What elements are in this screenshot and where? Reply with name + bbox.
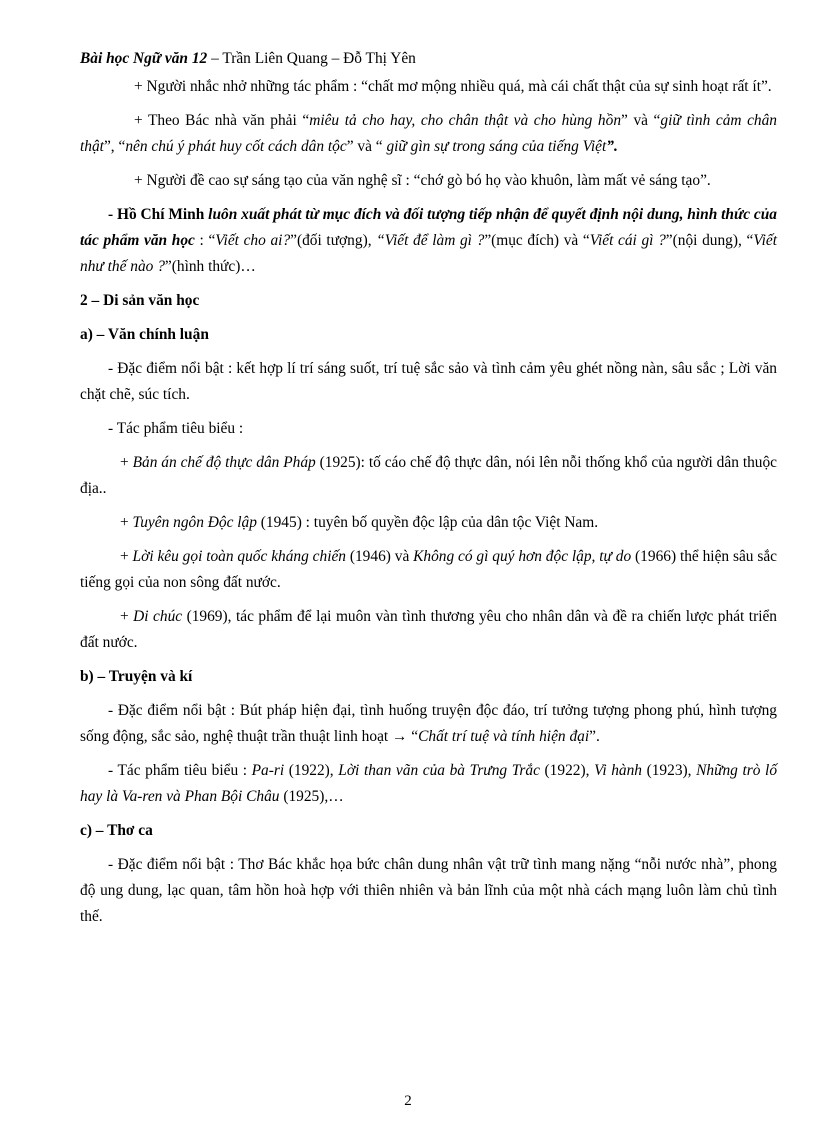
paragraph-purpose: - Hồ Chí Minh luôn xuất phát từ mục đích và đối tượng tiếp nhận để quyết định nội dung, hình thức của tác phẩm văn học : “Viết cho ai?”(đối tượng), “Viết để làm gì ?”(mục đích) và “Viết cái gì ?”(nội dung), “Viết như thế nào ?”(hình thức)… <box>80 206 777 275</box>
book-title: Bài học Ngữ văn 12 <box>80 50 208 67</box>
header-authors: – Trần Liên Quang – Đỗ Thị Yên <box>207 50 416 67</box>
paragraph-poetry-features: - Đặc điểm nổi bật : Thơ Bác khắc họa bức chân dung nhân vật trữ tình mang nặng “nỗi nước nhà”, phong độ ung dung, lạc quan, tâm hồn hoà hợp với thiên nhiên và bản lĩnh của một nhà cách mạng luôn làm chủ tình thế. <box>80 856 777 925</box>
paragraph-story-works: - Tác phẩm tiêu biểu : Pa-ri (1922), Lời than vãn của bà Trưng Trắc (1922), Vi hành (1923), Những trò lố hay là Va-ren và Phan Bội Châu (1925),… <box>80 762 778 805</box>
arrow-right-icon: → <box>392 728 408 745</box>
paragraph-writer-duty: + Theo Bác nhà văn phải “miêu tả cho hay, cho chân thật và cho hùng hồn” và “giữ tình cảm chân thật”, “nên chú ý phát huy cốt cách dân tộc” và “ giữ gìn sự trong sáng của tiếng Việt”. <box>80 112 777 155</box>
subsection-heading-political-prose: a) – Văn chính luận <box>80 326 209 343</box>
paragraph-creativity: + Người đề cao sự sáng tạo của văn nghệ sĩ : “chớ gò bó họ vào khuôn, làm mất vẻ sáng tạo”. <box>134 172 711 189</box>
section-heading-literary-legacy: 2 – Di sản văn học <box>80 292 200 309</box>
paragraph-reminder: + Người nhắc nhở những tác phẩm : “chất mơ mộng nhiều quá, mà cái chất thật của sự sinh hoạt rất ít”. <box>134 78 772 95</box>
paragraph-story-features: - Đặc điểm nổi bật : Bút pháp hiện đại, tình huống truyện độc đáo, trí tưởng tượng phong phú, hình tượng sống động, sắc sảo, nghệ thuật trần thuật linh hoạt → “Chất trí tuệ và tính hiện đại”. <box>80 702 777 745</box>
subsection-heading-poetry: c) – Thơ ca <box>80 822 153 839</box>
paragraph-prose-works-intro: - Tác phẩm tiêu biểu : <box>108 420 244 437</box>
page-number: 2 <box>404 1093 412 1109</box>
running-header <box>80 46 777 72</box>
list-item-di-chuc: + Di chúc (1969), tác phẩm để lại muôn vàn tình thương yêu cho nhân dân và đề ra chiến lược phát triển đất nước. <box>80 608 777 651</box>
list-item-loi-keu-goi: + Lời kêu gọi toàn quốc kháng chiến (1946) và Không có gì quý hơn độc lập, tự do (1966) thể hiện sâu sắc tiếng gọi của non sông đất nước. <box>80 548 777 591</box>
document-page <box>80 46 777 938</box>
subsection-heading-stories: b) – Truyện và kí <box>80 668 193 685</box>
list-item-ban-an: + Bản án chế độ thực dân Pháp (1925): tố cáo chế độ thực dân, nói lên nỗi thống khổ của người dân thuộc địa.. <box>80 454 778 497</box>
list-item-tuyen-ngon: + Tuyên ngôn Độc lập (1945) : tuyên bố quyền độc lập của dân tộc Việt Nam. <box>120 514 599 531</box>
paragraph-prose-features: - Đặc điểm nổi bật : kết hợp lí trí sáng suốt, trí tuệ sắc sảo và tình cảm yêu ghét nồng nàn, sâu sắc ; Lời văn chặt chẽ, súc tích. <box>80 360 777 403</box>
